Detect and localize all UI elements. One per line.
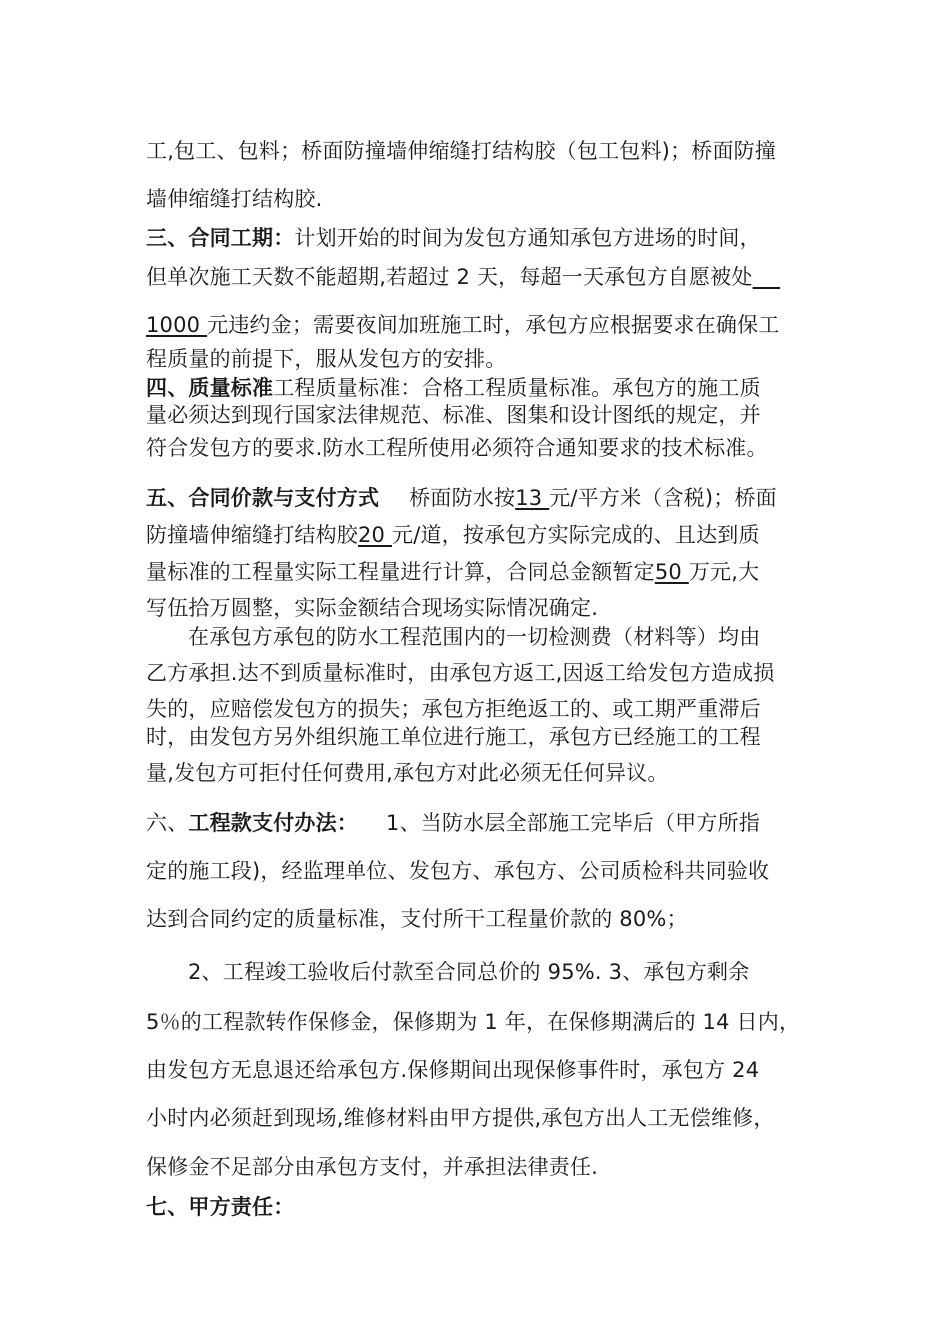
section-4-heading: 四、质量标准 [146,376,274,400]
contract-total: 50 [654,560,689,584]
text-span: 桥面防水按 [409,486,516,510]
price-per-joint: 20 [358,523,392,547]
text-line: 保修金不足部分由承包方支付，并承担法律责任. [146,1155,599,1179]
text-line: 时，由发包方另外组织施工单位进行施工，承包方已经施工的工程 [146,725,761,749]
penalty-amount: 1000 [146,313,208,337]
section-6-heading: 工程款支付办法： [188,811,359,835]
text-line [146,263,780,291]
text-line: 墙伸缩缝打结构胶. [146,187,323,211]
text-line: 达到合同约定的质量标准，支付所干工程量价款的 80%； [146,907,688,931]
text-line: 写伍拾万圆整，实际金额结合现场实际情况确定. [146,596,599,620]
section-4-line [146,374,761,402]
text-span: 计划开始的时间为发包方通知承包方进场的时间， [294,226,761,250]
section-6-line [146,809,760,837]
text-line: 量必须达到现行国家法律规范、标准、图集和设计图纸的规定，并 [146,403,761,427]
section-7-heading: 七、甲方责任： [146,1195,295,1219]
text-span: 工程质量标准：合格工程质量标准。承包方的施工质 [273,376,761,400]
blank-underline [753,265,781,289]
text-span: 1、当防水层全部施工完毕后（甲方所指 [386,811,760,835]
text-span: 元/道，按承包方实际完成的、且达到质 [392,523,760,547]
text-span: 元违约金；需要夜间加班施工时，承包方应根据要求在确保工 [207,313,780,337]
text-span: 万元,大 [688,560,760,584]
price-per-sqm: 13 [515,486,550,510]
text-line: 符合发包方的要求.防水工程所使用必须符合通知要求的技术标准。 [146,436,768,460]
section-3-heading: 三、合同工期： [146,226,295,250]
text-line: 5％的工程款转作保修金，保修期为 1 年，在保修期满后的 14 日内， [146,1010,801,1034]
text-line [146,521,760,549]
text-line: 失的，应赔偿发包方的损失；承包方拒绝返工的、或工期严重滞后 [146,697,761,721]
text-line [146,558,759,586]
text-span: 元/平方米（含税)；桥面 [549,486,777,510]
text-line: 小时内必须赶到现场,维修材料由甲方提供,承包方出人工无偿维修， [146,1106,775,1130]
section-7-line [146,1193,294,1221]
text-line: 在承包方承包的防水工程范围内的一切检测费（材料等）均由 [188,625,761,649]
text-span: 量标准的工程量实际工程量进行计算，合同总金额暂定 [146,560,655,584]
section-5-heading: 五、合同价款与支付方式 [146,486,380,510]
text-line: 由发包方无息退还给承包方.保修期间出现保修事件时，承包方 24 [146,1058,760,1082]
text-line: 程质量的前提下，服从发包方的安排。 [146,347,507,371]
text-span: 但单次施工天数不能超期,若超过 2 天，每超一天承包方自愿被处 [146,265,753,289]
text-line: 2、工程竣工验收后付款至合同总价的 95%. 3、承包方剩余 [188,960,750,984]
text-line [146,311,780,339]
text-line: 定的施工段)，经监理单位、发包方、承包方、公司质检科共同验收 [146,859,770,883]
text-line: 乙方承担.达不到质量标准时，由承包方返工,因返工给发包方造成损 [146,661,775,685]
text-line: 工,包工、包料；桥面防撞墙伸缩缝打结构胶（包工包料)；桥面防撞 [146,139,777,163]
text-span: 防撞墙伸缩缝打结构胶 [146,523,358,547]
section-5-line [146,484,777,512]
section-6-number: 六、 [146,811,189,835]
text-line: 量,发包方可拒付任何费用,承包方对此必须无任何异议。 [146,761,669,785]
section-3-line [146,224,761,252]
